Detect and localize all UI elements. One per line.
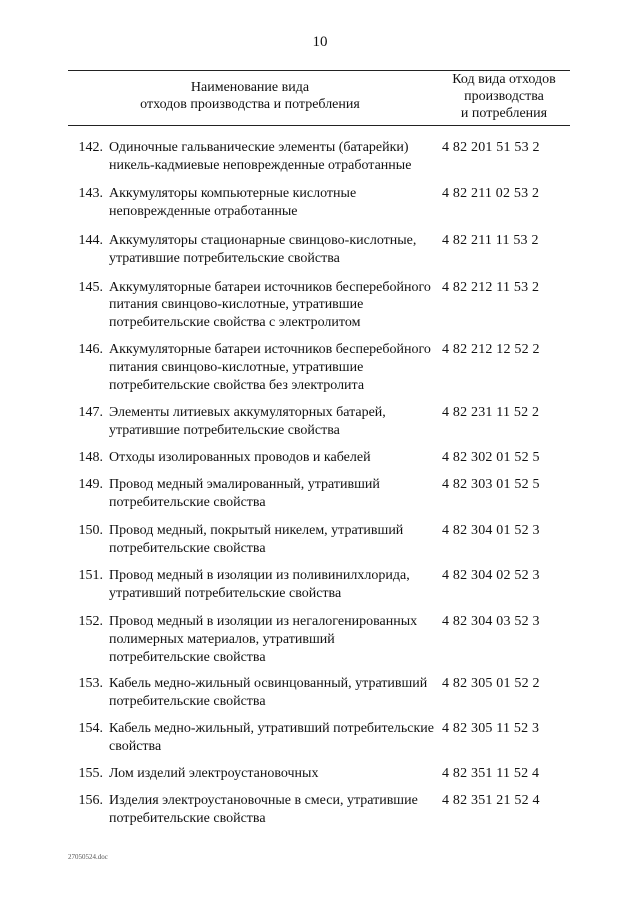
column-header-code-line: производства — [464, 89, 544, 104]
row-name: Аккумуляторы стационарные свинцово-кислотные, утратившие потребительские свойства — [109, 233, 417, 266]
row-name: Провод медный эмалированный, утративший потребительские свойства — [109, 476, 380, 510]
table-row — [70, 404, 570, 439]
row-number: 144. — [78, 233, 103, 249]
row-number: 147. — [78, 405, 103, 421]
waste-table — [70, 139, 570, 827]
column-header-code — [438, 71, 570, 122]
row-number: 146. — [78, 342, 103, 358]
row-name: Кабель медно-жильный освинцованный, утративший потребительские свойства — [109, 676, 428, 709]
row-name: Провод медный в изоляции из негалогенированных полимерных материалов, утративший потребительские свойства — [109, 614, 418, 665]
row-name: Аккумуляторные батареи источников бесперебойного питания свинцово-кислотные, утратившие потребительские свойства с электролитом — [109, 279, 431, 330]
column-header-code-line: и потребления — [460, 106, 548, 121]
row-name: Провод медный в изоляции из поливинилхлорида, утративший потребительские свойства — [109, 568, 410, 601]
column-header-code-line: Код вида отходов — [452, 72, 556, 87]
row-name: Аккумуляторные батареи источников бесперебойного питания свинцово-кислотные, утратившие потребительские свойства без электролита — [109, 342, 431, 393]
column-header-name — [90, 79, 410, 113]
row-number: 149. — [78, 476, 103, 492]
row-code: 4 82 231 11 52 2 — [442, 405, 540, 421]
row-code: 4 82 302 01 52 5 — [442, 450, 540, 466]
page-number: 10 — [312, 34, 328, 50]
row-number: 156. — [78, 793, 103, 809]
table-row — [70, 232, 570, 267]
row-code: 4 82 351 11 52 4 — [442, 765, 540, 781]
table-row — [70, 567, 570, 602]
header-bottom-rule — [68, 125, 570, 126]
document-footer: 27050524.doc — [68, 853, 108, 861]
row-code: 4 82 303 01 52 5 — [442, 476, 540, 492]
row-name: Элементы литиевых аккумуляторных батарей, утратившие потребительские свойства — [109, 405, 386, 438]
table-row — [70, 765, 570, 783]
row-name: Отходы изолированных проводов и кабелей — [109, 450, 371, 466]
table-row — [70, 675, 570, 710]
row-number: 142. — [78, 140, 103, 155]
row-code: 4 82 351 21 52 4 — [442, 793, 540, 809]
row-number: 143. — [78, 186, 103, 202]
column-header-name-line: Наименование вида — [190, 80, 310, 95]
row-number: 153. — [78, 676, 103, 692]
row-code: 4 82 305 01 52 2 — [442, 676, 540, 692]
row-number: 152. — [78, 614, 103, 630]
table-row — [70, 449, 570, 467]
row-name: Аккумуляторы компьютерные кислотные неповрежденные отработанные — [109, 186, 357, 219]
row-number: 145. — [78, 279, 103, 295]
row-name: Изделия электроустановочные в смеси, утратившие потребительские свойства — [109, 793, 418, 826]
table-row — [70, 476, 570, 511]
row-code: 4 82 304 01 52 3 — [442, 523, 540, 539]
row-number: 150. — [78, 523, 103, 539]
row-code: 4 82 212 12 52 2 — [442, 342, 540, 358]
row-code: 4 82 304 03 52 3 — [442, 614, 540, 630]
table-row — [70, 792, 570, 827]
table-row — [70, 341, 570, 394]
row-name: Одиночные гальванические элементы (батарейки) никель-кадмиевые неповрежденные отработанные — [109, 140, 412, 173]
table-row — [70, 185, 570, 220]
table-row — [70, 522, 570, 557]
row-number: 151. — [78, 568, 103, 584]
row-number: 155. — [78, 765, 103, 781]
row-name: Кабель медно-жильный, утративший потребительские свойства — [109, 721, 434, 755]
table-row — [70, 720, 570, 755]
row-code: 4 82 212 11 53 2 — [442, 279, 540, 295]
table-row — [70, 613, 570, 666]
table-row — [70, 139, 570, 174]
row-code: 4 82 211 11 53 2 — [442, 233, 539, 249]
column-header-name-line: отходов производства и потребления — [140, 97, 360, 112]
row-code: 4 82 211 02 53 2 — [442, 186, 540, 202]
row-name: Провод медный, покрытый никелем, утративший потребительские свойства — [109, 523, 404, 556]
row-number: 154. — [78, 721, 103, 737]
table-row — [70, 279, 570, 332]
row-code: 4 82 304 02 52 3 — [442, 568, 540, 584]
row-number: 148. — [78, 450, 103, 466]
row-code: 4 82 201 51 53 2 — [442, 140, 540, 155]
row-name: Лом изделий электроустановочных — [109, 765, 319, 781]
row-code: 4 82 305 11 52 3 — [442, 721, 540, 737]
